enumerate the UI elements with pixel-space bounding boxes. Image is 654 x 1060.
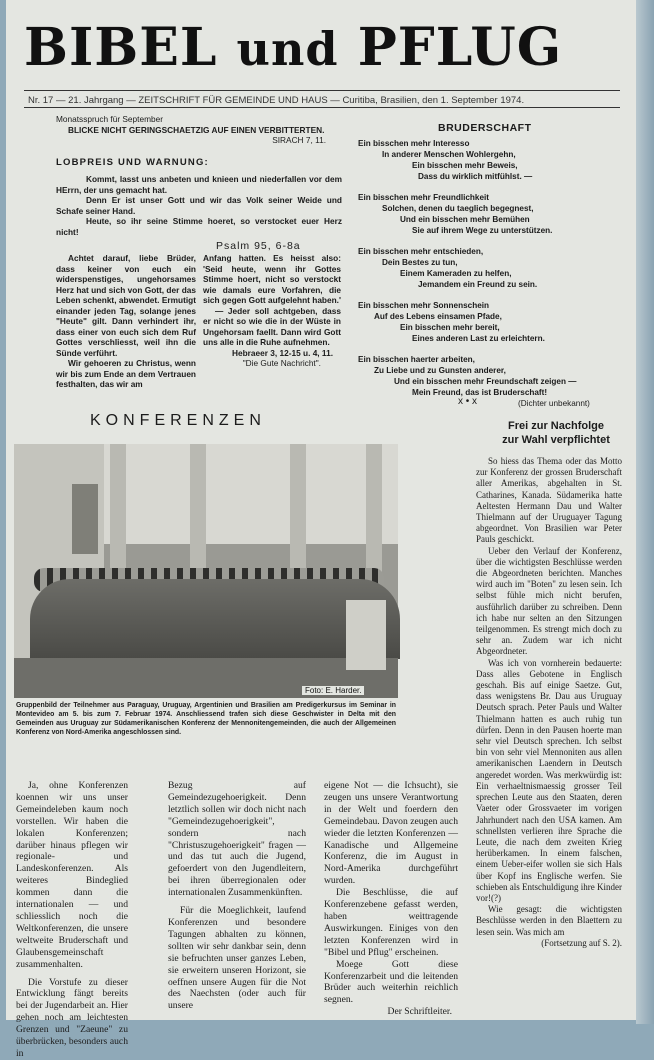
konferenzen-col1-p2: Die Vorstufe zu dieser Entwicklung fängt bereits bei der Jugendarbeit an. Hier gehen noch am leichtesten Grenzen und "Zaeune" zu überbrücken, besonders auch in: [16, 976, 128, 1059]
photo-caption: Gruppenbild der Teilnehmer aus Paraguay, Uruguay, Argentinien und Brasilien am Predigerkursus im Seminar in Montevideo am 5. bis zum 7. Februar 1974. Anschliessend trafen sich diese Geschwister in Delta mit den Gemeinden aus Uruguay zur Südamerikanischen Konferenz der Mennonitengemeinden, die auch der Allgemeinen Konferenz von Nord-Amerika angeschlossen sind.: [16, 702, 396, 736]
nachfolge-title-1: Frei zur Nachfolge: [508, 420, 604, 432]
lobpreis-right-p1: Anfang hatten. Es heisst also: 'Seid heute, wenn ihr Gottes Stimme hoert, nicht so verstockt wie damals eure Vorfahren, die sich gegen Gott aufgelehnt haben.': [203, 253, 341, 305]
nachfolge-p3: Was ich von vornherein bedauerte: Dass alles Gebotene in Englisch geschah. Bis auf einige Saetze. Gut, dass wenigstens Br. Dau aus Uruguay Deutsch sprach. Peter Pauls und Walter Thielmann hatten es auch ruhig tun dürfen. Denn in den Pausen hoerte man sehr viel Deutsch sprechen. Ich selbst bin von sehr viel Mennoniten aus allen amerikanischen Laendern in Deutsch angeredet worden. Was merkwürdig ist: Ein verhaeltnismaessig grosser Teil sprechen Leute aus den Staaten, deren Vaeter oder Grossvaeter im vorigen Jahrhundert nach den USA kamen. Am schnellsten verlieren ihre Sprache die Leute, die nach dem zweiten Krieg herüberkamen. In einem falschen, einem Ueber-eifer wollen sie sich Hals über Kopf ins Englische werfen. Sie schieben als Entschuldigung ihre Kinder vor!(?): [476, 657, 622, 903]
poem-line: Solchen, denen du taeglich begegnest,: [382, 204, 534, 213]
photo-credit: Foto: E. Harder.: [302, 686, 364, 695]
psalm-verse-3: Heute, so ihr seine Stimme hoeret, so verstocket euer Herz nicht!: [56, 216, 342, 237]
konferenzen-col1-p1: Ja, ohne Konferenzen koennen wir uns unser Gemeindeleben kaum noch vorstellen. Wir haben die lokalen Konferenzen; darüber hinaus pflegen wir regionale- und Landeskonferenzen. Als weiteres Bindeglied kommen dann die internationalen — und schliesslich noch die Weltkonferenzen, die unsere weltweite Bruderschaft und Glaubensgemeinschaft zusammenhalten.: [16, 780, 128, 970]
psalm-verse-1: Kommt, lasst uns anbeten und knieen und niederfallen vor dem HErrn, der uns gemacht hat.: [56, 174, 342, 195]
poem-line: Ein bisschen mehr bereit,: [400, 323, 500, 332]
issue-line: Nr. 17 — 21. Jahrgang — ZEITSCHRIFT FÜR GEMEINDE UND HAUS — Curitiba, Brasilien, den 1. September 1974.: [28, 95, 525, 106]
konferenzen-col3-p3: Moege Gott diese Konferenzarbeit und die leitenden Brüder auch weiterhin reichlich segnen.: [324, 958, 458, 1006]
nachfolge-title: [476, 419, 636, 447]
masthead-bibel: BIBEL: [24, 17, 237, 78]
poem-line: Ein bisschen mehr entschieden,: [358, 247, 484, 256]
poem-line: Eines anderen Last zu erleichtern.: [412, 334, 545, 343]
masthead-und: und: [236, 22, 339, 76]
konferenzen-col2-p2: Für die Moeglichkeit, laufend Konferenzen und besondere Tagungen abhalten zu können, sollten wir sehr dankbar sein, denn sie befruchten unser ganzes Leben, sie erweitern unseren Horizont, sie oeffnen unsere Augen für die Not des Naechsten (oder auch für unsere: [168, 905, 306, 1012]
konferenzen-col2-p1: Bezug auf Gemeindezugehoerigkeit. Denn letztlich sollen wir doch nicht nach "Gemeindezugehoerigkeit", sondern nach "Christuszugehoerigkeit" fragen — und das tut auch die Jugend, gefoerdert von den Jugendleitern, bei ihren überregionalen oder internationalen Zusammenkünften.: [168, 780, 306, 899]
lobpreis-psalm: [56, 174, 342, 237]
poem-author: (Dichter unbekannt): [518, 399, 590, 408]
nachfolge-article: [476, 456, 622, 949]
nachfolge-title-2: zur Wahl verpflichtet: [502, 434, 610, 446]
poem-line: Ein bisschen mehr Freundlichkeit: [358, 193, 490, 202]
poem-line: Dass du wirklich mitfühlst. —: [418, 172, 533, 181]
konferenzen-title: KONFERENZEN: [90, 412, 266, 429]
group-photo: [14, 444, 398, 698]
bruderschaft-title: BRUDERSCHAFT: [438, 122, 532, 134]
konferenzen-col-2: [168, 780, 306, 1012]
konferenzen-col-1: [16, 780, 128, 1060]
konferenzen-col3-p2: Die Beschlüsse, die auf Konferenzebene gefasst werden, haben weittragende Auswirkungen. Einiges von den letzten Konferenzen wird in "Bibel und Pflug" erscheinen.: [324, 887, 458, 958]
poem-line: In anderer Menschen Wohlergehn,: [382, 150, 516, 159]
lobpreis-right-column: [203, 253, 341, 369]
poem-separator: x • x: [458, 396, 478, 407]
poem-line: Ein bisschen mehr Sonnenschein: [358, 301, 490, 310]
lobpreis-right-ref: Hebraeer 3, 12-15 u. 4, 11.: [231, 347, 333, 358]
poem-line: Einem Kameraden zu helfen,: [400, 269, 512, 278]
poem-line: Ein bisschen mehr Interesso: [358, 139, 470, 148]
lobpreis-left-p1: Achtet darauf, liebe Brüder, dass keiner von euch ein widerspenstiges, ungehorsames Herz hat und sich von Gott, der das Leben schenkt, abwendet. Ermutigt einander jeden Tag, solange jenes "Heute" gilt. Dann verhindert ihr, dass einer von euch sich dem Ruf Gottes verschliesst, weil ihn die Sünde verführt.: [56, 253, 196, 358]
konferenzen-col-3: [324, 780, 458, 1018]
monatsspruch: [56, 114, 346, 146]
masthead-rule-top: [24, 90, 620, 91]
poem-line: Dein Bestes zu tun,: [382, 258, 458, 267]
poem-line: Ein bisschen mehr Beweis,: [412, 161, 518, 170]
lobpreis-right-src: "Die Gute Nachricht".: [242, 358, 321, 368]
masthead-pflug: PFLUG: [338, 17, 563, 78]
lobpreis-right-p2: — Jeder soll achtgeben, dass er nicht so wie die in der Wüste in Ungehorsam faellt. Dann wird Gott uns alle in die Ruhe aufnehmen.: [203, 305, 341, 347]
monatsspruch-heading: Monatsspruch für September: [56, 114, 163, 124]
lobpreis-title: LOBPREIS UND WARNUNG:: [56, 157, 209, 168]
konferenzen-col3-p1: eigene Not — die Ichsucht), sie zeugen uns unsere Verantwortung in der Welt und foerdern den Gemeindebau. Davon zeugen auch wieder die letzten Konferenzen — Kanadische und Allgemeine Konferenz, die im August in Nord-Amerika durchgeführt wurden.: [324, 780, 458, 887]
nachfolge-p1: So hiess das Thema oder das Motto zur Konferenz der grossen Bruderschaft aller Amerikas, abgehalten in St. Catharines, Kanada. Südamerika hatte Aeltesten Hermann Dau und Walter Thielmann auf der Uruguayer Tagung abgeordnet. Von Brasilien war Peter Pauls geschickt.: [476, 456, 622, 545]
psalm-verse-2: Denn Er ist unser Gott und wir das Volk seiner Weide und Schafe seiner Hand.: [56, 195, 342, 216]
monatsspruch-ref: SIRACH 7, 11.: [272, 135, 326, 146]
psalm-ref: Psalm 95, 6-8a: [216, 240, 301, 252]
poem-line: Mein Freund, das ist Bruderschaft!: [412, 388, 548, 397]
poem-line: Und ein bisschen mehr Freundschaft zeigen —: [394, 377, 577, 386]
poem-line: Sie auf ihrem Wege zu unterstützen.: [412, 226, 553, 235]
masthead-rule-bottom: [24, 107, 620, 108]
poem-line: Zu Liebe und zu Gunsten anderer,: [374, 366, 506, 375]
poem-line: Ein bisschen haerter arbeiten,: [358, 355, 475, 364]
konferenzen-signature: Der Schriftleiter.: [387, 1006, 452, 1018]
lobpreis-left-column: [56, 253, 196, 390]
masthead-title: [24, 17, 624, 78]
nachfolge-p2: Ueber den Verlauf der Konferenz, über die wichtigsten Beschlüsse werden die Abgeordneten berichten. Manches wird auch im "Boten" zu lesen sein. Ich selbst fühle mich nicht berufen, ausführlich darüber zu schreiben. Denn ich habe nur selten an den Sitzungen teilgenommen. Es strengt mich doch zu sehr an. Zudem war ich nicht Abgeordneter.: [476, 545, 622, 657]
monatsspruch-text: BLICKE NICHT GERINGSCHAETZIG AUF EINEN VERBITTERTEN.: [68, 124, 325, 135]
poem-line: Jemandem ein Freund zu sein.: [418, 280, 538, 289]
bruderschaft-poem: [358, 138, 624, 409]
poem-line: Und ein bisschen mehr Bemühen: [400, 215, 530, 224]
page-edge-background: [636, 0, 654, 1024]
newspaper-page: [6, 0, 636, 1059]
lobpreis-left-p2: Wir gehoeren zu Christus, wenn wir bis zum Ende an dem Vertrauen festhalten, das wir am: [56, 358, 196, 389]
nachfolge-continued: (Fortsetzung auf S. 2).: [541, 937, 622, 948]
nachfolge-p4: Wie gesagt: die wichtigsten Beschlüsse werden in den Blaettern zu lesen sein. Was mich am: [476, 904, 622, 937]
poem-line: Auf des Lebens einsamen Pfade,: [374, 312, 502, 321]
